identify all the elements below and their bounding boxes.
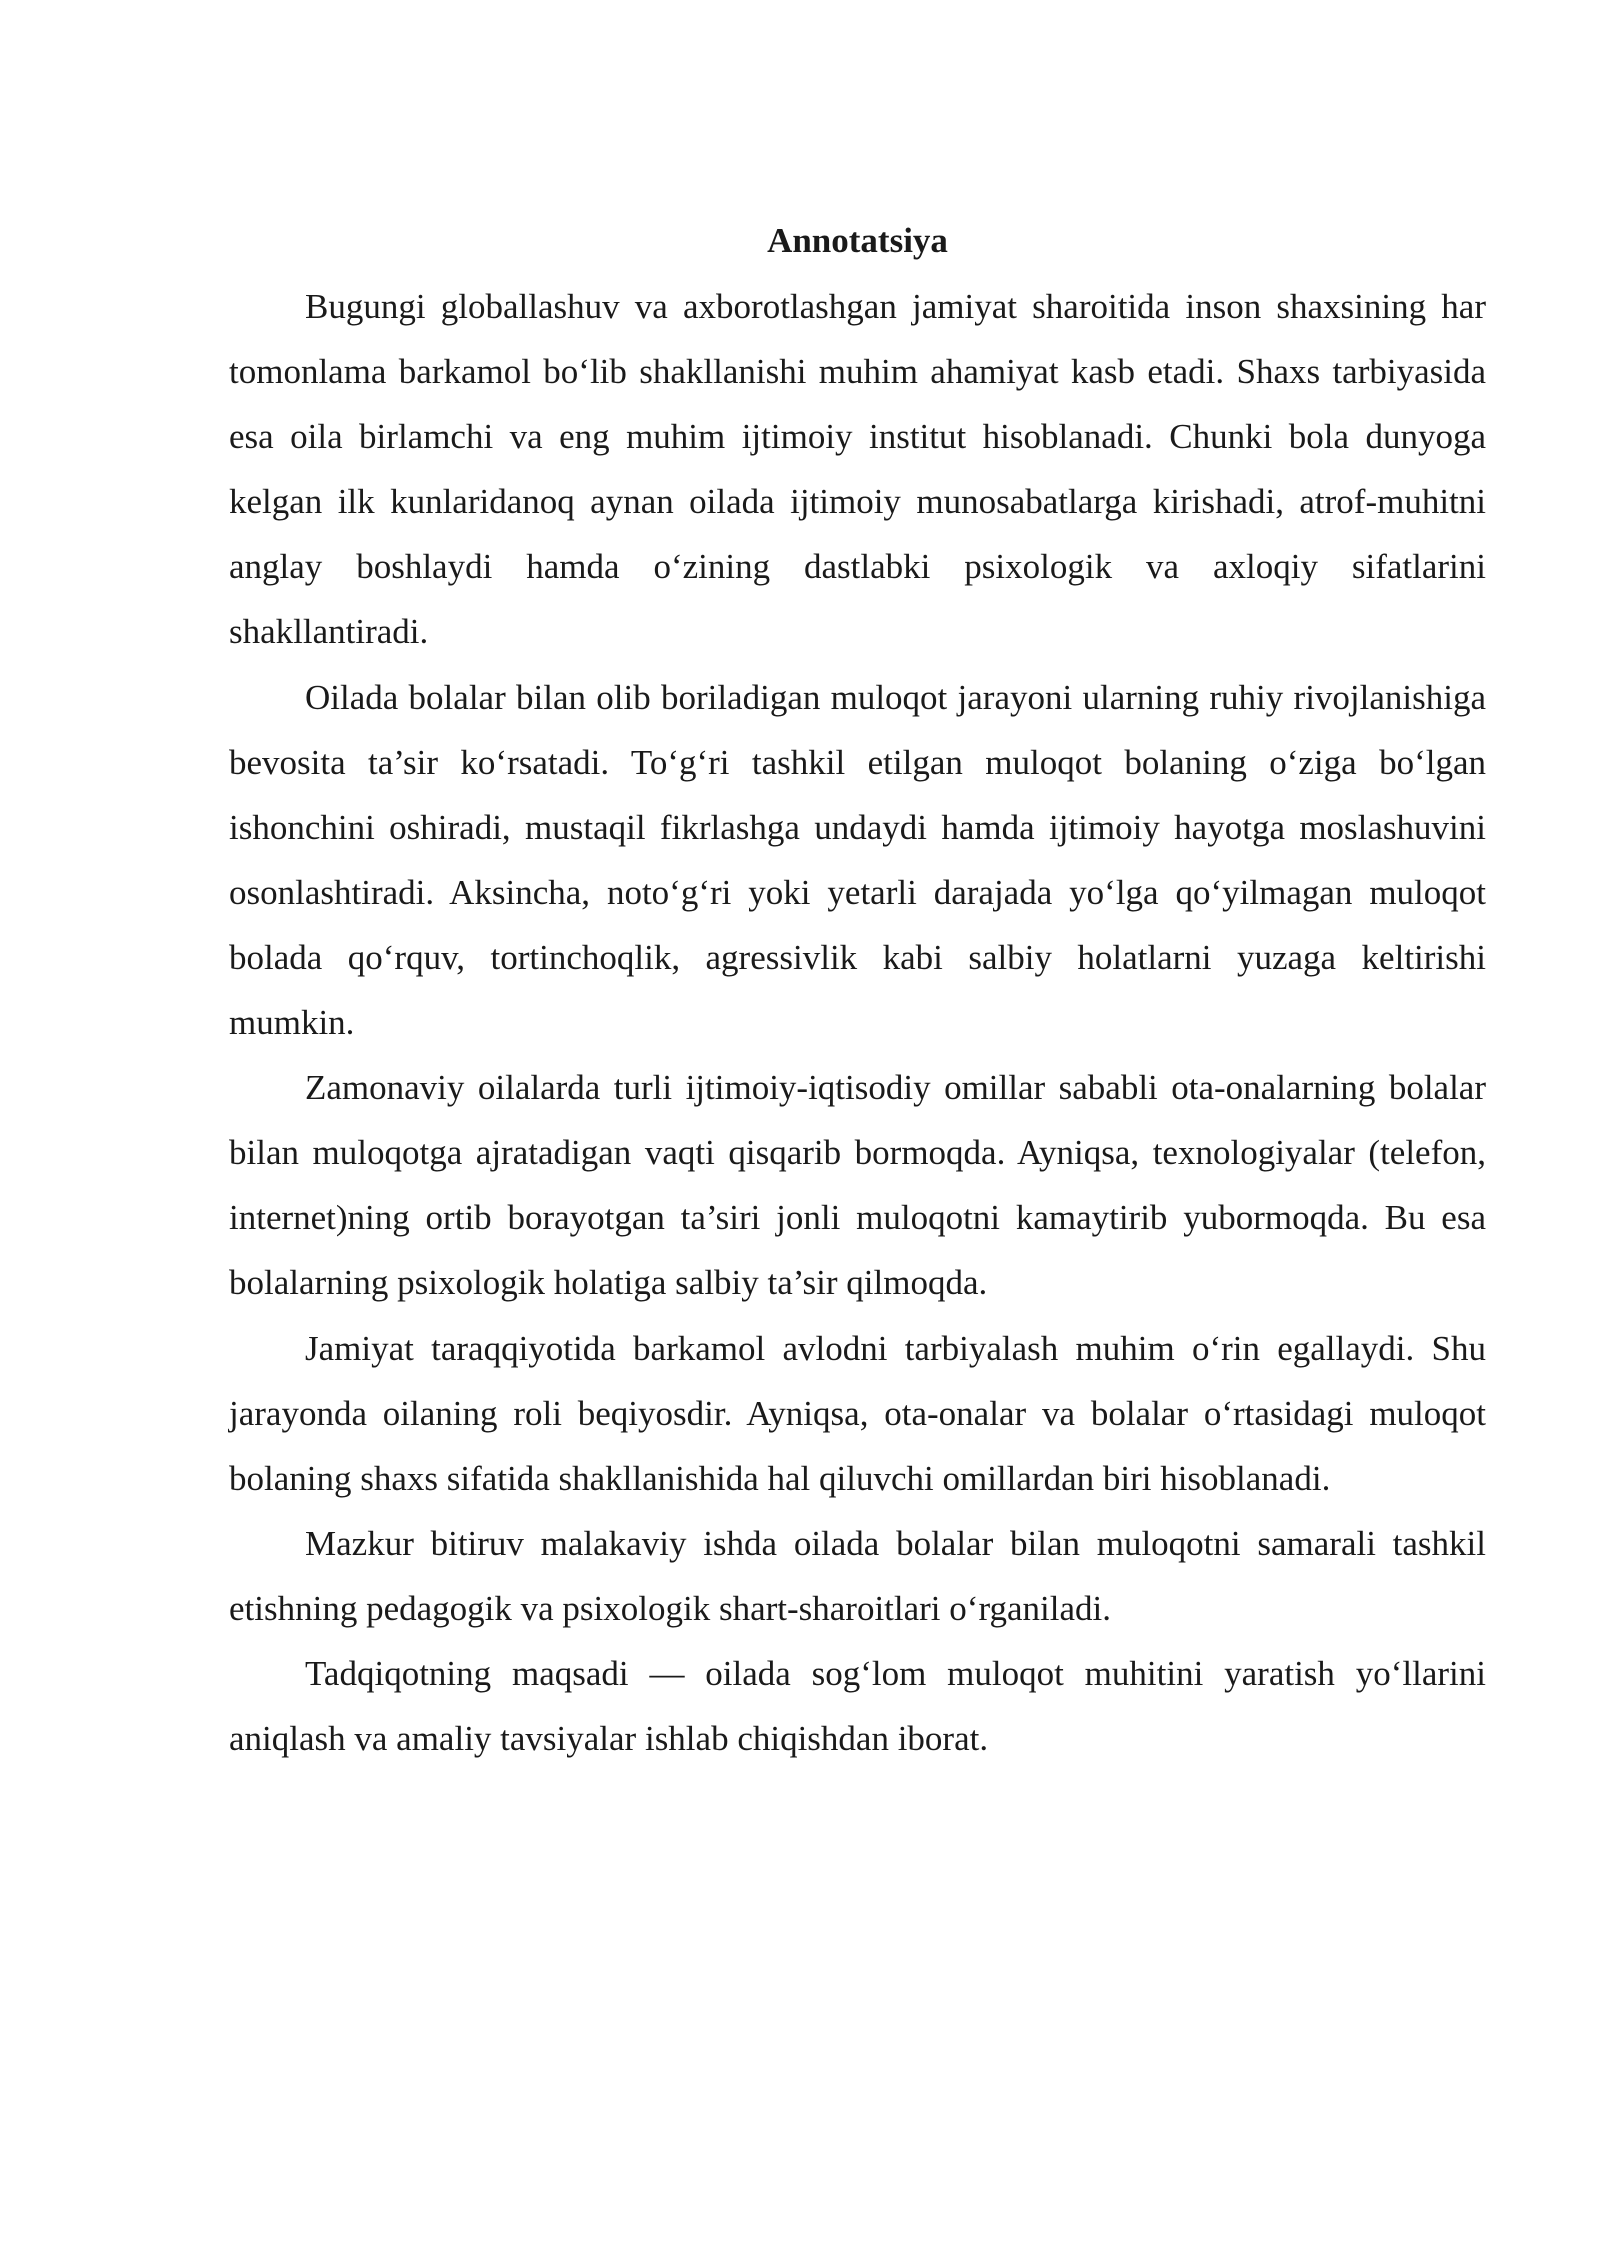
paragraph-3: Zamonaviy oilalarda turli ijtimoiy-iqtisodiy omillar sababli ota-onalarning bolalar bilan muloqotga ajratadigan vaqti qisqarib bormoqda. Ayniqsa, texnologiyalar (telefon, internet)ning ortib borayotgan ta’siri jonli muloqotni kamaytirib yubormoqda. Bu esa bolalarning psixologik holatiga salbiy ta’sir qilmoqda. <box>229 1068 1486 1303</box>
paragraph-6: Tadqiqotning maqsadi — oilada sog‘lom muloqot muhitini yaratish yo‘llarini aniqlash va amaliy tavsiyalar ishlab chiqishdan iborat. <box>229 1653 1486 1759</box>
page-title: Annotatsiya <box>767 221 948 260</box>
paragraph-1: Bugungi globallashuv va axborotlashgan jamiyat sharoitida inson shaxsining har tomonlama barkamol bo‘lib shakllanishi muhim ahamiyat kasb etadi. Shaxs tarbiyasida esa oila birlamchi va eng muhim ijtimoiy institut hisoblanadi. Chunki bola dunyoga kelgan ilk kunlaridanoq aynan oilada ijtimoiy munosabatlarga kirishadi, atrof-muhitni anglay boshlaydi hamda o‘zining dastlabki psixologik va axloqiy sifatlarini shakllantiradi. <box>229 287 1486 652</box>
document-body <box>229 212 1486 1771</box>
paragraph-4: Jamiyat taraqqiyotida barkamol avlodni tarbiyalash muhim o‘rin egallaydi. Shu jarayonda oilaning roli beqiyosdir. Ayniqsa, ota-onalar va bolalar o‘rtasidagi muloqot bolaning shaxs sifatida shakllanishida hal qiluvchi omillardan biri hisoblanadi. <box>229 1328 1486 1498</box>
paragraph-2: Oilada bolalar bilan olib boriladigan muloqot jarayoni ularning ruhiy rivojlanishiga bevosita ta’sir ko‘rsatadi. To‘g‘ri tashkil etilgan muloqot bolaning o‘ziga bo‘lgan ishonchini oshiradi, mustaqil fikrlashga undaydi hamda ijtimoiy hayotga moslashuvini osonlashtiradi. Aksincha, noto‘g‘ri yoki yetarli darajada yo‘lga qo‘yilmagan muloqot bolada qo‘rquv, tortinchoqlik, agressivlik kabi salbiy holatlarni yuzaga keltirishi mumkin. <box>229 677 1486 1043</box>
paragraph-5: Mazkur bitiruv malakaviy ishda oilada bolalar bilan muloqotni samarali tashkil etishning pedagogik va psixologik shart-sharoitlari o‘rganiladi. <box>229 1523 1486 1628</box>
